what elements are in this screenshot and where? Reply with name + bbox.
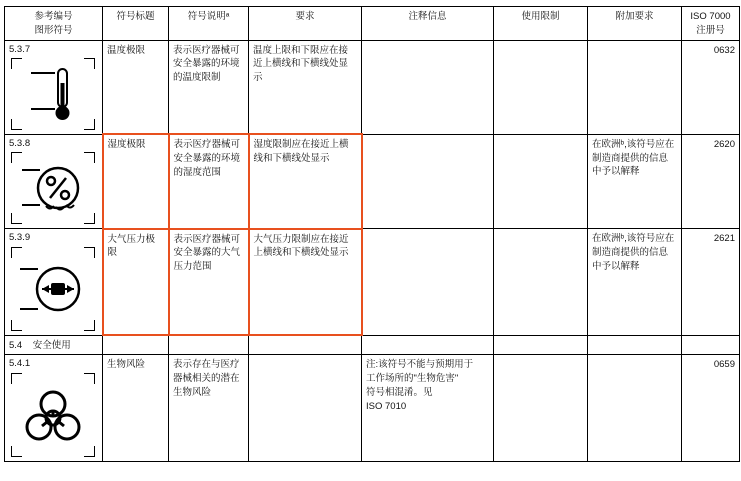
table-row: [5, 134, 740, 228]
symbol-title: 大气压力极限: [103, 229, 169, 335]
section-number: 5.4 安全使用: [5, 335, 103, 355]
reference-cell: [5, 134, 103, 228]
section-blank: [362, 335, 494, 355]
pressure-icon: [11, 247, 95, 331]
thermometer-icon: [11, 58, 95, 130]
header-additional: 附加要求: [588, 7, 682, 41]
symbol-requirement: 温度上限和下限应在接近上横线和下横线处显示: [249, 40, 362, 134]
table-row: [5, 229, 740, 335]
iso-number: 2620: [682, 134, 740, 228]
section-blank: [169, 335, 249, 355]
section-blank: [588, 335, 682, 355]
symbol-restriction: [494, 355, 588, 461]
symbol-description: 表示医疗器械可安全暴露的大气压力范围: [169, 229, 249, 335]
reference-number: 5.3.7: [9, 43, 31, 55]
humidity-icon: [11, 152, 95, 224]
section-blank: [494, 335, 588, 355]
header-iso: ISO 7000 注册号: [682, 7, 740, 41]
symbol-additional: [588, 355, 682, 461]
header-note: 注释信息: [362, 7, 494, 41]
symbol-title: 湿度极限: [103, 134, 169, 228]
symbol-note: 注:该符号不能与预期用于 工作场所的"生物危害" 符号相混淆。见 ISO 7010: [362, 355, 494, 461]
reference-number: 5.4.1: [9, 358, 31, 370]
reference-number: 5.3.8: [9, 137, 31, 149]
symbol-requirement: [249, 355, 362, 461]
symbol-frame: [11, 152, 95, 224]
iso-number: 0659: [682, 355, 740, 461]
iso-number: 2621: [682, 229, 740, 335]
table-row: [5, 355, 740, 461]
symbol-title: 温度极限: [103, 40, 169, 134]
symbol-note: [362, 134, 494, 228]
table-header: [5, 7, 740, 41]
section-label: 安全使用: [32, 339, 71, 351]
header-ref: 参考编号 图形符号: [5, 7, 103, 41]
symbol-frame: [11, 247, 95, 331]
table-row: [5, 40, 740, 134]
symbol-restriction: [494, 229, 588, 335]
iso-number: 0632: [682, 40, 740, 134]
reference-cell: [5, 355, 103, 461]
header-description: 符号说明ᵃ: [169, 7, 249, 41]
reference-cell: [5, 229, 103, 335]
section-blank: [682, 335, 740, 355]
section-blank: [249, 335, 362, 355]
symbol-description: 表示医疗器械可安全暴露的环境的温度限制: [169, 40, 249, 134]
reference-number: 5.3.9: [9, 232, 31, 244]
biohazard-icon: [11, 373, 95, 457]
symbol-frame: [11, 58, 95, 130]
symbol-additional: 在欧洲ᵇ,该符号应在制造商提供的信息中予以解释: [588, 134, 682, 228]
header-requirement: 要求: [249, 7, 362, 41]
symbol-restriction: [494, 40, 588, 134]
symbol-restriction: [494, 134, 588, 228]
header-restriction: 使用限制: [494, 7, 588, 41]
symbol-requirement: 湿度限制应在接近上横线和下横线处显示: [249, 134, 362, 228]
reference-cell: [5, 40, 103, 134]
symbol-additional: 在欧洲ᵇ,该符号应在制造商提供的信息中予以解释: [588, 229, 682, 335]
symbol-title: 生物风险: [103, 355, 169, 461]
section-row: [5, 335, 740, 355]
table-body: [5, 40, 740, 461]
symbol-description: 表示存在与医疗器械相关的潜在生物风险: [169, 355, 249, 461]
header-title: 符号标题: [103, 7, 169, 41]
symbol-note: [362, 40, 494, 134]
symbol-frame: [11, 373, 95, 457]
symbol-requirement: 大气压力限制应在接近上横线和下横线处显示: [249, 229, 362, 335]
symbol-note: [362, 229, 494, 335]
symbol-description: 表示医疗器械可安全暴露的环境的湿度范围: [169, 134, 249, 228]
section-blank: [103, 335, 169, 355]
symbol-additional: [588, 40, 682, 134]
symbols-table: [4, 6, 740, 462]
